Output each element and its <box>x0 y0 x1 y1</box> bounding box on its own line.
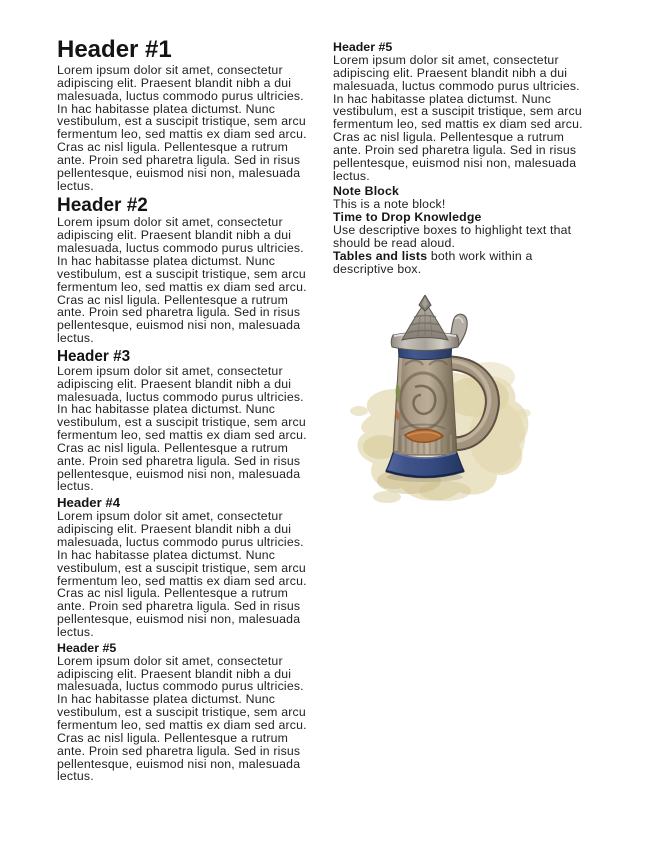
section-heading-5: Header #5 <box>57 640 117 655</box>
note-block-body: This is a note block! <box>333 197 446 212</box>
right-column <box>333 36 591 786</box>
two-column-layout <box>57 36 592 786</box>
section-heading-1: Header #1 <box>57 36 172 63</box>
note-block-title: Note Block <box>333 184 400 199</box>
section-heading-3: Header #3 <box>57 347 131 365</box>
stein-lid <box>391 295 467 360</box>
tables-and-lists-rest: both work within a descriptive box. <box>333 248 533 276</box>
knowledge-block-tables-line <box>333 250 591 276</box>
knowledge-block-title: Time to Drop Knowledge <box>333 210 482 225</box>
beer-stein-illustration <box>347 295 541 510</box>
section-heading-2: Header #2 <box>57 195 148 217</box>
stein-figure <box>347 295 541 510</box>
stein-body <box>393 353 457 455</box>
section-paragraph-1: Lorem ipsum dolor sit amet, consectetur adipiscing elit. Praesent blandit nibh a dui malesuada, luctus commodo purus ultricies. In hac habitasse platea dictumst. Nunc vestibulum, est a suscipit tristique, sem arcu fermentum leo, sed mattis ex diam sed arcu. Cras ac nisl ligula. Pellentesque a rutrum ante. Proin sed pharetra ligula. Sed in risus pellentesque, euismod nisi non, malesuada lectus. <box>57 63 307 193</box>
section-heading-4: Header #4 <box>57 495 121 511</box>
section-paragraph-5: Lorem ipsum dolor sit amet, consectetur adipiscing elit. Praesent blandit nibh a dui malesuada, luctus commodo purus ultricies. In hac habitasse platea dictumst. Nunc vestibulum, est a suscipit tristique, sem arcu fermentum leo, sed mattis ex diam sed arcu. Cras ac nisl ligula. Pellentesque a rutrum ante. Proin sed pharetra ligula. Sed in risus pellentesque, euismod nisi non, malesuada lectus. <box>57 653 307 784</box>
section-paragraph-3: Lorem ipsum dolor sit amet, consectetur adipiscing elit. Praesent blandit nibh a dui malesuada, luctus commodo purus ultricies. In hac habitasse platea dictumst. Nunc vestibulum, est a suscipit tristique, sem arcu fermentum leo, sed mattis ex diam sed arcu. Cras ac nisl ligula. Pellentesque a rutrum ante. Proin sed pharetra ligula. Sed in risus pellentesque, euismod nisi non, malesuada lectus. <box>57 363 307 494</box>
section-heading-5-right: Header #5 <box>333 40 393 54</box>
stein-base <box>386 453 464 482</box>
knowledge-block-body: Use descriptive boxes to highlight text that should be read aloud. <box>333 222 572 250</box>
section-paragraph-4: Lorem ipsum dolor sit amet, consectetur adipiscing elit. Praesent blandit nibh a dui malesuada, luctus commodo purus ultricies. In hac habitasse platea dictumst. Nunc vestibulum, est a suscipit tristique, sem arcu fermentum leo, sed mattis ex diam sed arcu. Cras ac nisl ligula. Pellentesque a rutrum ante. Proin sed pharetra ligula. Sed in risus pellentesque, euismod nisi non, malesuada lectus. <box>57 509 307 639</box>
section-paragraph-2: Lorem ipsum dolor sit amet, consectetur adipiscing elit. Praesent blandit nibh a dui malesuada, luctus commodo purus ultricies. In hac habitasse platea dictumst. Nunc vestibulum, est a suscipit tristique, sem arcu fermentum leo, sed mattis ex diam sed arcu. Cras ac nisl ligula. Pellentesque a rutrum ante. Proin sed pharetra ligula. Sed in risus pellentesque, euismod nisi non, malesuada lectus. <box>57 215 307 346</box>
section-paragraph-right: Lorem ipsum dolor sit amet, consectetur adipiscing elit. Praesent blandit nibh a dui malesuada, luctus commodo purus ultricies. In hac habitasse platea dictumst. Nunc vestibulum, est a suscipit tristique, sem arcu fermentum leo, sed mattis ex diam sed arcu. Cras ac nisl ligula. Pellentesque a rutrum ante. Proin sed pharetra ligula. Sed in risus pellentesque, euismod nisi non, malesuada lectus. <box>333 53 583 183</box>
tables-and-lists-bold: Tables and lists <box>333 248 428 263</box>
left-column <box>57 36 308 786</box>
